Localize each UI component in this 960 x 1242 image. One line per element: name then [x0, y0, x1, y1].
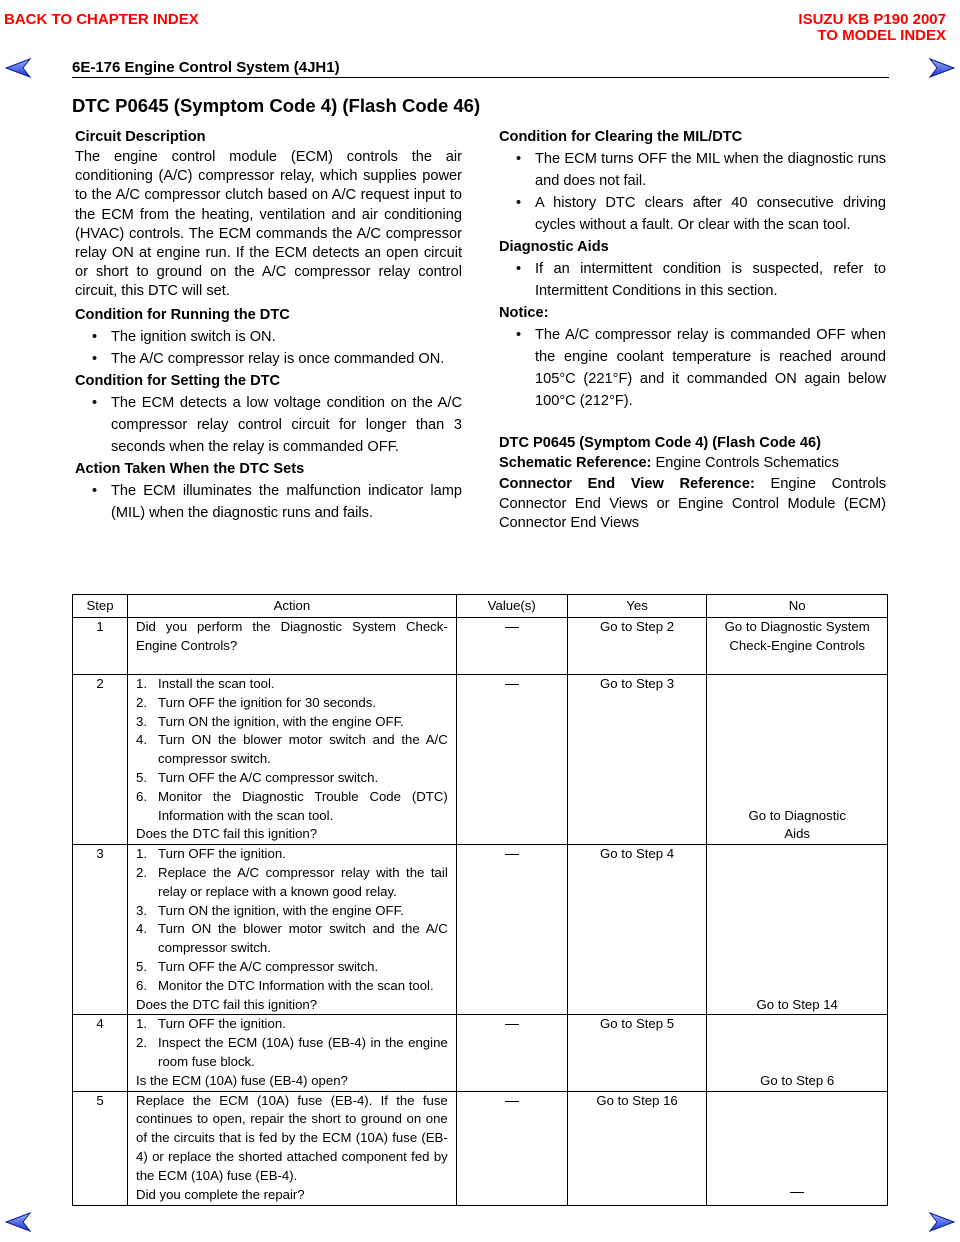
connector-reference — [499, 475, 886, 534]
no-link[interactable]: Go to Step 6 — [707, 1015, 888, 1091]
list-item: 2. Turn OFF the ignition for 30 seconds. — [136, 694, 376, 710]
list-item: 3. Turn ON the ignition, with the engine OFF. — [136, 902, 404, 918]
dash-mark — [505, 854, 519, 855]
header-action: Action — [128, 595, 457, 618]
list-item: 5. Turn OFF the A/C compressor switch. — [136, 769, 379, 785]
list-item: 2. Inspect the ECM (10A) fuse (EB-4) in the engine room fuse block. — [136, 1035, 448, 1069]
action-list — [75, 480, 462, 524]
value-cell — [456, 618, 567, 675]
running-list — [75, 326, 462, 370]
connector-reference-label: Connector End View Reference: — [499, 476, 755, 492]
table-row — [73, 1015, 888, 1091]
action-question: Is the ECM (10A) fuse (EB-4) open? — [136, 1072, 348, 1088]
connector-reference-value[interactable]: Engine Controls Connector End Views or Engine Control Module (ECM) Connector End Views — [499, 476, 886, 531]
list-item: 3. Turn ON the ignition, with the engine OFF. — [136, 713, 404, 729]
step-number: 1 — [73, 618, 128, 675]
model-name: ISUZU KB P190 2007 — [798, 11, 946, 28]
yes-link[interactable]: Go to Step 5 — [567, 1015, 707, 1091]
dash-mark — [790, 1192, 804, 1193]
running-heading: Condition for Running the DTC — [75, 306, 290, 323]
prev-page-arrow-icon[interactable] — [4, 56, 34, 80]
action-question: Did you complete the repair? — [136, 1186, 305, 1202]
aids-list — [499, 258, 886, 302]
circuit-description-text: The engine control module (ECM) controls the air conditioning (A/C) compressor relay, which supplies power to the A/C compressor clutch based on A/C request input to the ECM from the heating, ventilation and air conditioning (HVAC) controls. The ECM commands the A/C compressor relay ON at engine run. If the ECM detects an open circuit or short to ground on the A/C compressor relay control circuit, this DTC will set. — [75, 149, 462, 300]
step-number: 5 — [73, 1091, 128, 1205]
action-question: Did you perform the Diagnostic System Check-Engine Controls? — [136, 619, 448, 653]
step-number: 4 — [73, 1015, 128, 1091]
header-step: Step — [73, 595, 128, 618]
table-row — [73, 618, 888, 675]
list-item: • A history DTC clears after 40 consecutive driving cycles without a fault. Or clear with the scan tool. — [499, 192, 886, 236]
prev-page-arrow-icon-bottom[interactable] — [4, 1210, 34, 1234]
diagnostic-table — [72, 594, 888, 1206]
list-item: • If an intermittent condition is suspected, refer to Intermittent Conditions in this section. — [499, 258, 886, 302]
circuit-description-heading: Circuit Description — [75, 129, 206, 145]
page-title: DTC P0645 (Symptom Code 4) (Flash Code 46) — [72, 95, 481, 116]
list-item: 1. Turn OFF the ignition. — [136, 1016, 286, 1032]
setting-heading: Condition for Setting the DTC — [75, 372, 281, 389]
model-index-link[interactable] — [798, 12, 946, 44]
value-cell — [456, 1091, 567, 1205]
header-rule — [72, 77, 889, 78]
clearing-list — [499, 148, 886, 236]
notice-heading: Notice: — [499, 305, 549, 321]
action-text — [128, 845, 457, 1015]
header-values: Value(s) — [456, 595, 567, 618]
list-item: • The A/C compressor relay is once commanded ON. — [75, 348, 462, 370]
clearing-heading: Condition for Clearing the MIL/DTC — [499, 129, 743, 145]
list-item: • The A/C compressor relay is commanded OFF when the engine coolant temperature is reached around 105°C (221°F) and it commanded ON again below 100°C (212°F). — [499, 324, 886, 412]
no-cell — [707, 1091, 888, 1205]
table-row — [73, 1091, 888, 1205]
yes-link[interactable]: Go to Step 4 — [567, 845, 707, 1015]
list-item: • The ECM detects a low voltage condition on the A/C compressor relay control circuit for longer than 3 seconds when the relay is commanded OFF. — [75, 392, 462, 458]
no-link[interactable]: Go to Step 14 — [707, 845, 888, 1015]
action-text — [128, 675, 457, 845]
next-page-arrow-icon-bottom[interactable] — [926, 1210, 956, 1234]
action-instruction: Replace the ECM (10A) fuse (EB-4). If the fuse continues to open, repair the short to ground on one of the circuits that is fed by the ECM (10A) fuse (EB-4) or replace the shorted attached component fed by the ECM (10A) fuse (EB-4). — [136, 1092, 448, 1183]
yes-link[interactable]: Go to Step 3 — [567, 675, 707, 845]
list-item: 2. Replace the A/C compressor relay with the tail relay or replace with a known good relay. — [136, 864, 448, 899]
action-heading: Action Taken When the DTC Sets — [75, 460, 305, 477]
yes-link[interactable]: Go to Step 2 — [567, 618, 707, 675]
action-steps — [136, 675, 448, 825]
value-cell — [456, 845, 567, 1015]
no-link[interactable]: Go to Diagnostic System Check-Engine Controls — [707, 618, 888, 675]
list-item: 6. Monitor the Diagnostic Trouble Code (DTC) Information with the scan tool. — [136, 788, 448, 823]
value-cell — [456, 1015, 567, 1091]
dash-mark — [505, 1024, 519, 1025]
list-item: 1. Turn OFF the ignition. — [136, 846, 286, 862]
left-column — [75, 126, 462, 524]
table-row — [73, 675, 888, 845]
list-item: 6. Monitor the DTC Information with the scan tool. — [136, 977, 434, 993]
no-link[interactable]: Go to Diagnostic Aids — [707, 675, 888, 845]
dash-mark — [505, 1101, 519, 1102]
step-number: 2 — [73, 675, 128, 845]
table-header-row — [73, 595, 888, 618]
list-item: • The ECM turns OFF the MIL when the diagnostic runs and does not fail. — [499, 148, 886, 192]
list-item: 4. Turn ON the blower motor switch and the A/C compressor switch. — [136, 732, 448, 767]
yes-link[interactable]: Go to Step 16 — [567, 1091, 707, 1205]
header-no: No — [707, 595, 888, 618]
action-text — [128, 618, 457, 675]
to-model-index-label: TO MODEL INDEX — [817, 27, 946, 44]
next-page-arrow-icon[interactable] — [926, 56, 956, 80]
header-yes: Yes — [567, 595, 707, 618]
action-text — [128, 1091, 457, 1205]
page-header: 6E-176 Engine Control System (4JH1) — [72, 59, 340, 76]
action-question: Does the DTC fail this ignition? — [136, 996, 318, 1012]
action-question: Does the DTC fail this ignition? — [136, 826, 318, 842]
schematic-reference-label: Schematic Reference: — [499, 454, 652, 471]
action-steps — [136, 845, 448, 995]
setting-list — [75, 392, 462, 458]
list-item: 4. Turn ON the blower motor switch and the A/C compressor switch. — [136, 921, 448, 956]
right-column — [499, 126, 886, 534]
action-text — [128, 1015, 457, 1091]
dtc-subheading: DTC P0645 (Symptom Code 4) (Flash Code 46) — [499, 435, 821, 451]
list-item: • The ECM illuminates the malfunction indicator lamp (MIL) when the diagnostic runs and fails. — [75, 480, 462, 524]
value-cell — [456, 675, 567, 845]
step-number: 3 — [73, 845, 128, 1015]
list-item: 5. Turn OFF the A/C compressor switch. — [136, 958, 379, 974]
table-row — [73, 845, 888, 1015]
list-item: • The ignition switch is ON. — [75, 326, 462, 348]
notice-list — [499, 324, 886, 412]
schematic-reference — [499, 454, 886, 474]
schematic-reference-value[interactable]: Engine Controls Schematics — [651, 454, 839, 471]
dash-mark — [505, 684, 519, 685]
diagnostic-aids-heading: Diagnostic Aids — [499, 239, 609, 255]
back-to-chapter-index-link[interactable]: BACK TO CHAPTER INDEX — [4, 11, 199, 28]
list-item: 1. Install the scan tool. — [136, 676, 275, 691]
action-steps — [136, 1015, 448, 1071]
dash-mark — [505, 627, 519, 628]
